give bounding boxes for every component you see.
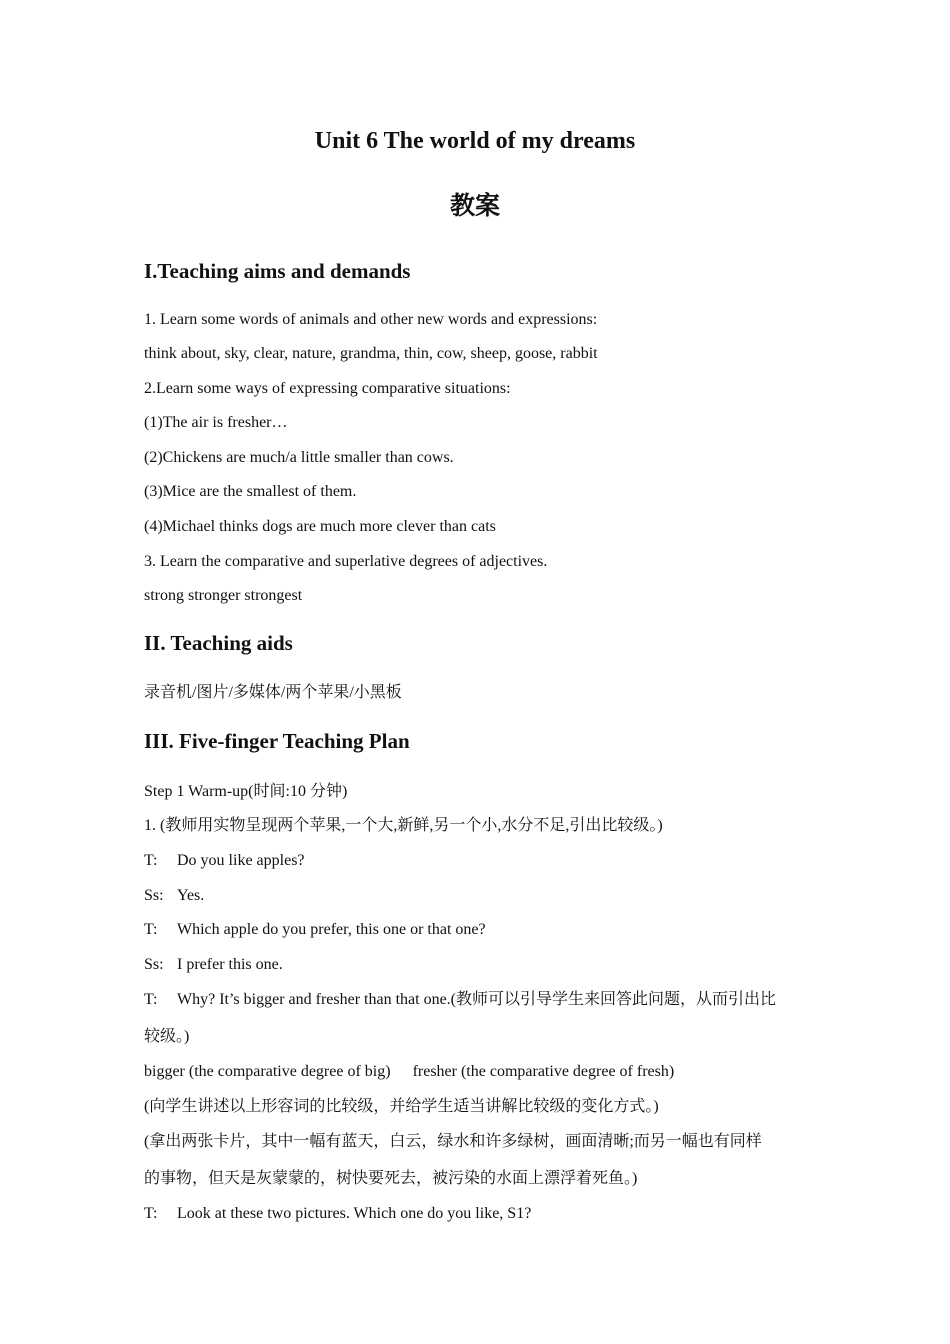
aim-line: strong stronger strongest xyxy=(144,587,303,604)
aim-line: (1)The air is fresher… xyxy=(144,414,288,431)
aim-line: (4)Michael thinks dogs are much more clever than cats xyxy=(144,518,496,535)
dialog-line xyxy=(144,1204,531,1224)
dialog-line xyxy=(144,886,204,906)
aim-line: 1. Learn some words of animals and other new words and expressions: xyxy=(144,311,598,328)
aim-line: 2.Learn some ways of expressing comparative situations: xyxy=(144,380,511,397)
aim-line: think about, sky, clear, nature, grandma, thin, cow, sheep, goose, rabbit xyxy=(144,345,598,362)
aim-line: (2)Chickens are much/a little smaller than cows. xyxy=(144,449,454,466)
dialog-line xyxy=(144,851,305,871)
section-heading-teaching-aims: I.Teaching aims and demands xyxy=(144,259,411,283)
dialog-line xyxy=(144,920,486,940)
step-item: 1. (教师用实物呈现两个苹果,一个大,新鲜,另一个小,水分不足,引出比较级。) xyxy=(144,817,663,834)
dialog-speaker: Ss: xyxy=(144,887,164,904)
aim-line: 3. Learn the comparative and superlative degrees of adjectives. xyxy=(144,553,548,570)
dialog-line xyxy=(144,990,776,1010)
teacher-note: (向学生讲述以上形容词的比较级，并给学生适当讲解比较级的变化方式。) xyxy=(144,1098,659,1115)
document-subtitle: 教案 xyxy=(449,193,500,220)
comparative-fresh: fresher (the comparative degree of fresh) xyxy=(412,1063,675,1080)
dialog-text: Why? It’s bigger and fresher than that one.(教师可以引导学生来回答此问题，从而引出比 xyxy=(177,991,777,1008)
dialog-continuation: 较级。) xyxy=(144,1028,190,1045)
dialog-speaker: T: xyxy=(144,921,158,938)
dialog-speaker: T: xyxy=(144,852,158,869)
section-heading-teaching-plan: III. Five-finger Teaching Plan xyxy=(144,729,410,753)
document-title: Unit 6 The world of my dreams xyxy=(314,128,636,154)
section-heading-teaching-aids: II. Teaching aids xyxy=(144,631,293,655)
dialog-speaker: Ss: xyxy=(144,956,164,973)
teacher-note: 的事物，但天是灰蒙蒙的，树快要死去，被污染的水面上漂浮着死鱼。) xyxy=(144,1170,638,1187)
step-title: Step 1 Warm-up(时间:10 分钟) xyxy=(144,783,348,800)
comparative-big: bigger (the comparative degree of big) xyxy=(144,1063,391,1080)
aids-line: 录音机/图片/多媒体/两个苹果/小黑板 xyxy=(144,684,402,701)
dialog-text: Look at these two pictures. Which one do you like, S1? xyxy=(177,1205,532,1222)
dialog-line xyxy=(144,955,283,975)
dialog-speaker: T: xyxy=(144,1205,158,1222)
aim-line: (3)Mice are the smallest of them. xyxy=(144,483,357,500)
dialog-speaker: T: xyxy=(144,991,158,1008)
comparatives-line xyxy=(144,1062,674,1082)
dialog-text: I prefer this one. xyxy=(177,956,283,973)
dialog-text: Do you like apples? xyxy=(177,852,305,869)
dialog-text: Yes. xyxy=(177,887,205,904)
teacher-note: (拿出两张卡片，其中一幅有蓝天，白云，绿水和许多绿树，画面清晰;而另一幅也有同样 xyxy=(144,1133,762,1150)
dialog-text: Which apple do you prefer, this one or that one? xyxy=(177,921,486,938)
